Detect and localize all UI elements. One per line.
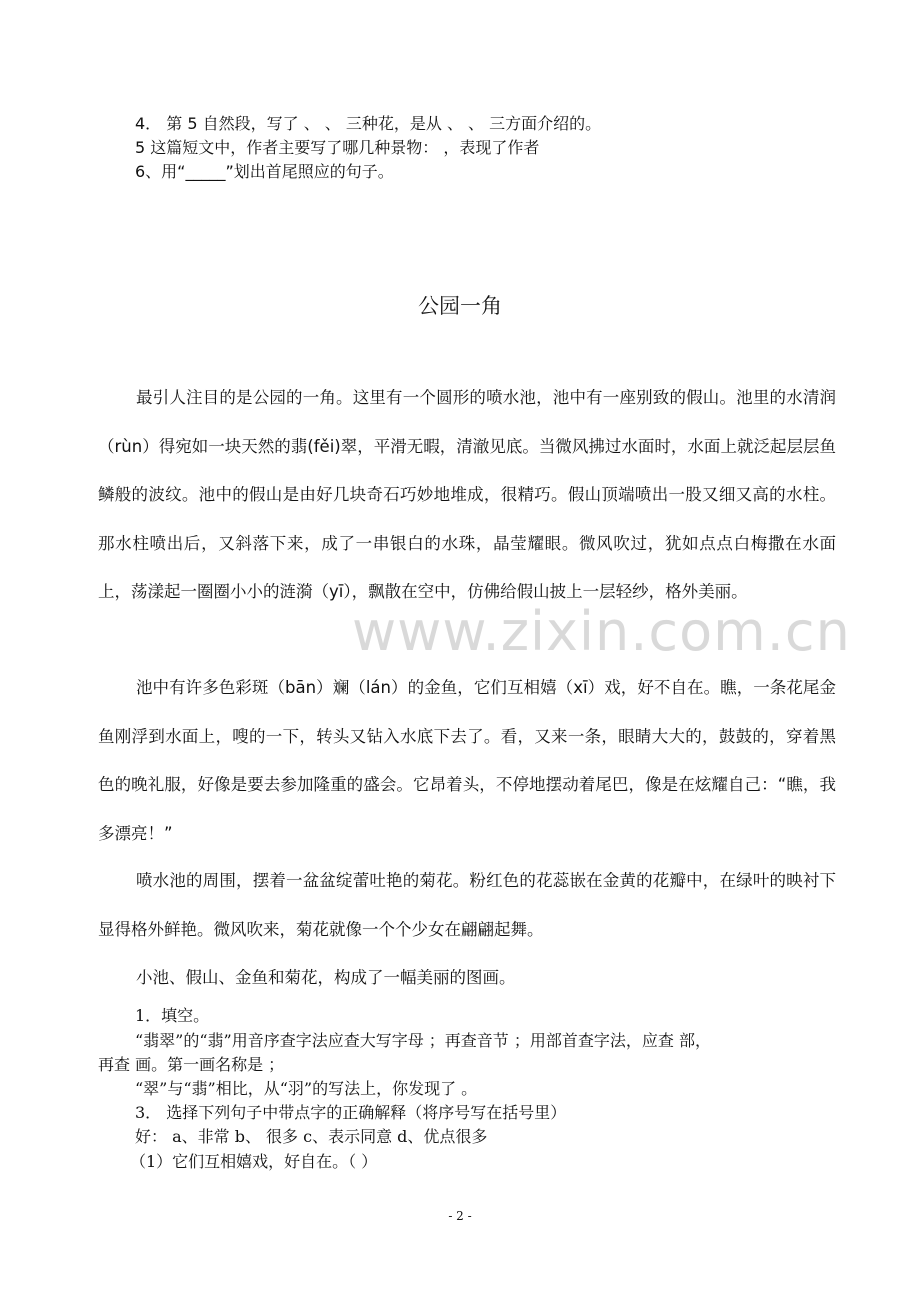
- exercise-1-line-1: “翡翠”的“翡”用音序查字法应查大写字母 ；再查音节 ；用部首查字法，应查 部，: [135, 1031, 711, 1050]
- exercise-1-title: 1．填空。: [135, 1006, 210, 1025]
- question-4: 4． 第 5 自然段，写了 、 、 三种花，是从 、 、 三方面介绍的。: [135, 114, 602, 133]
- exercise-3-options: 好： a、非常 b、 很多 c、表示同意 d、优点很多: [135, 1127, 488, 1146]
- paragraph-3: 喷水池的周围，摆着一盆盆绽蕾吐艳的菊花。粉红色的花蕊嵌在金黄的花瓣中，在绿叶的映衬下显得格外鲜艳。微风吹来，菊花就像一个个少女在翩翩起舞。: [98, 871, 836, 939]
- paragraph-1: 最引人注目的是公园的一角。这里有一个圆形的喷水池，池中有一座别致的假山。池里的水清润（rùn）得宛如一块天然的翡(fěi)翠，平滑无暇，清澈见底。当微风拂过水面时，水面上就泛起层层鱼鳞般的波纹。池中的假山是由好几块奇石巧妙地堆成，很精巧。假山顶端喷出一股又细又高的水柱。那水柱喷出后，又斜落下来，成了一串银白的水珠，晶莹耀眼。微风吹过，犹如点点白梅撒在水面上，荡漾起一圈圈小小的涟漪（yī），飘散在空中，仿佛给假山披上一层轻纱，格外美丽。: [98, 388, 836, 601]
- exercise-1-line-3: “翠”与“翡”相比，从“羽”的写法上，你发现了 。: [135, 1079, 478, 1098]
- watermark: www.zixin.com.cn: [352, 600, 851, 663]
- exercise-3-item-1: （1）它们互相嬉戏，好自在。（ ）: [130, 1152, 378, 1171]
- paragraph-4: 小池、假山、金鱼和菊花，构成了一幅美丽的图画。: [136, 968, 516, 987]
- article-title: 公园一角: [418, 294, 502, 318]
- page-number: - 2 -: [448, 1209, 472, 1223]
- paragraph-2: 池中有许多色彩斑（bān）斓（lán）的金鱼，它们互相嬉（xī）戏，好不自在。瞧，一条花尾金鱼刚浮到水面上，嗖的一下，转头又钻入水底下去了。看，又来一条，眼睛大大的，鼓鼓的，穿着黑色的晚礼服，好像是要去参加隆重的盛会。它昂着头，不停地摆动着尾巴，像是在炫耀自己：“瞧，我多漂亮！”: [98, 678, 836, 843]
- question-6: 6、用“_____”划出首尾照应的句子。: [135, 162, 394, 181]
- question-5: 5 这篇短文中，作者主要写了哪几种景物： ，表现了作者: [135, 138, 540, 157]
- exercise-3-title: 3． 选择下列句子中带点字的正确解释（将序号写在括号里）: [135, 1103, 567, 1122]
- exercise-1-line-2: 再查 画。第一画名称是 ；: [98, 1055, 285, 1074]
